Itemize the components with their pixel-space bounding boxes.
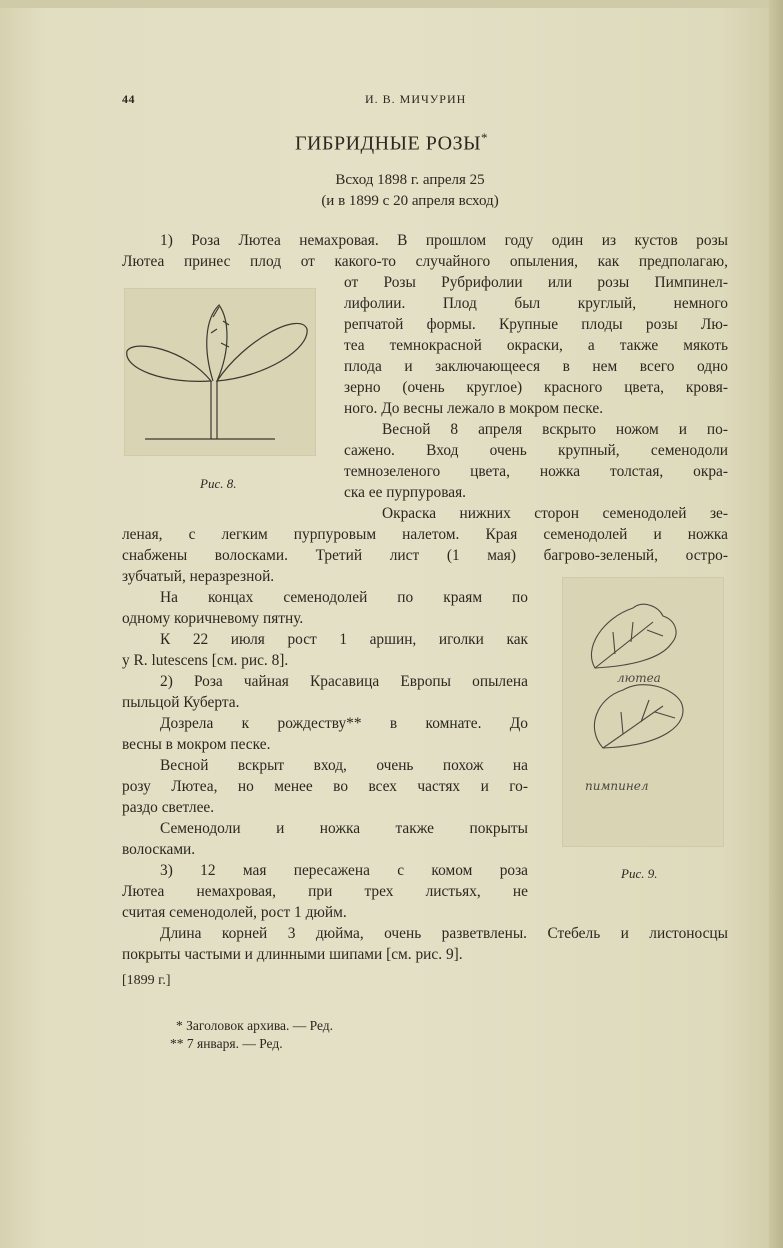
text-line: темнозеленого цвета, ножка толстая, окра- bbox=[344, 463, 728, 480]
text-line: 3) 12 мая пересажена с комом роза bbox=[160, 862, 528, 879]
text-line: ного. До весны лежало в мокром песке. bbox=[344, 400, 604, 417]
text-line: одному коричневому пятну. bbox=[122, 610, 304, 627]
text-line: теа темнокрасной окраски, а также мякоть bbox=[344, 337, 728, 354]
text-line: ска ее пурпуровая. bbox=[344, 484, 467, 501]
title-footnote-mark: * bbox=[481, 130, 489, 145]
text-line: весны в мокром песке. bbox=[122, 736, 271, 753]
text-line: у R. lutescens [см. рис. 8]. bbox=[122, 652, 289, 669]
subtitle-note: (и в 1899 с 20 апреля всход) bbox=[321, 193, 499, 209]
leaf-drawings bbox=[563, 578, 723, 846]
text-line: раздо светлее. bbox=[122, 799, 215, 816]
text-line: покрыты частыми и длинными шипами [см. рис. 9]. bbox=[122, 946, 463, 963]
text-line: 1) Роза Лютеа немахровая. В прошлом году один из кустов розы bbox=[160, 232, 728, 249]
text-line: 2) Роза чайная Красавица Европы опылена bbox=[160, 673, 528, 690]
text-line: Окраска нижних сторон семенодолей зе- bbox=[382, 505, 728, 522]
text-line: Лютеа немахровая, при трех листьях, не bbox=[122, 883, 528, 900]
text-line: Длина корней 3 дюйма, очень разветвлены. Стебель и листоносцы bbox=[160, 925, 728, 942]
label-pimpinel: пимпинел bbox=[585, 779, 649, 793]
article-title bbox=[0, 130, 783, 156]
text-line: Весной 8 апреля вскрыто ножом и по- bbox=[382, 421, 728, 438]
text-line: считая семенодолей, рост 1 дюйм. bbox=[122, 904, 347, 921]
footnote-1: * Заголовок архива. — Ред. bbox=[176, 1018, 334, 1033]
figure-8-caption: Рис. 8. bbox=[200, 476, 237, 491]
text-line: пыльцой Куберта. bbox=[122, 694, 240, 711]
text-line: Дозрела к рождеству** в комнате. До bbox=[160, 715, 528, 732]
text-line: Весной вскрыт вход, очень похож на bbox=[160, 757, 528, 774]
text-line: сажено. Вход очень крупный, семенодоли bbox=[344, 442, 728, 459]
running-title: И. В. МИЧУРИН bbox=[365, 92, 467, 106]
text-line: На концах семенодолей по краям по bbox=[160, 589, 528, 606]
date-note: [1899 г.] bbox=[122, 973, 171, 988]
text-line: Семенодоли и ножка также покрыты bbox=[160, 820, 528, 837]
figure-9 bbox=[562, 577, 724, 847]
figure-8 bbox=[124, 288, 316, 456]
text-line: волосками. bbox=[122, 841, 196, 858]
figure-9-caption: Рис. 9. bbox=[621, 866, 658, 881]
page-top-edge bbox=[0, 0, 783, 8]
label-lutea: лютеа bbox=[617, 671, 661, 685]
text-line: К 22 июля рост 1 аршин, иголки как bbox=[160, 631, 528, 648]
text-line: зерно (очень круглое) красного цвета, кровя- bbox=[344, 379, 728, 396]
title-text: ГИБРИДНЫЕ РОЗЫ bbox=[294, 132, 482, 155]
text-line: лифолии. Плод был круглый, немного bbox=[344, 295, 728, 312]
text-line: от Розы Рубрифолии или розы Пимпинел- bbox=[344, 274, 728, 291]
text-line: розу Лютеа, но менее во всех частях и го- bbox=[122, 778, 528, 795]
text-line: зубчатый, неразрезной. bbox=[122, 568, 275, 585]
footnote-2: ** 7 января. — Ред. bbox=[170, 1036, 283, 1051]
text-line: репчатой формы. Крупные плоды розы Лю- bbox=[344, 316, 728, 333]
text-line: снабжены волосками. Третий лист (1 мая) багрово-зеленый, остро- bbox=[122, 547, 728, 564]
text-line: леная, с легким пурпуровым налетом. Края семенодолей и ножка bbox=[122, 526, 728, 543]
text-line: Лютеа принес плод от какого-то случайного опыления, как предполагаю, bbox=[122, 253, 728, 270]
subtitle-date: Всход 1898 г. апреля 25 bbox=[335, 172, 485, 188]
page-number: 44 bbox=[122, 92, 135, 106]
text-line: плода и заключающееся в нем всего одно bbox=[344, 358, 728, 375]
seedling-drawing bbox=[125, 289, 315, 455]
